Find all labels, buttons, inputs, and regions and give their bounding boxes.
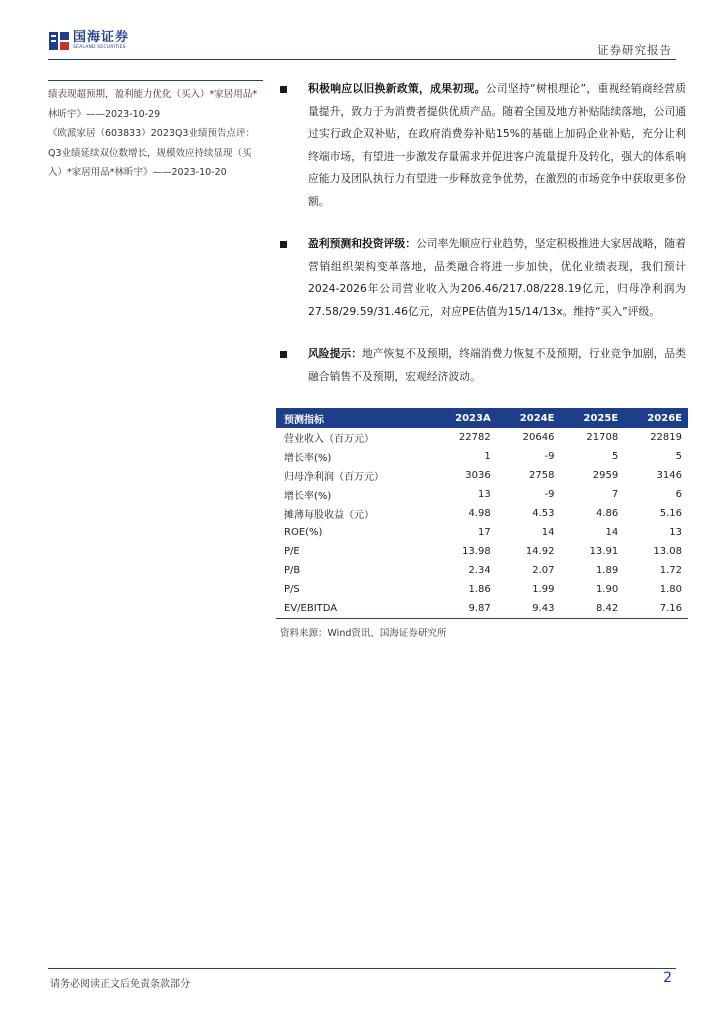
related-report-line: 绩表现超预期，盈利能力优化（买入）*家居用品* xyxy=(48,89,258,100)
value-cell: -9 xyxy=(544,451,555,462)
related-report-line: 林昕宇》——2023-10-29 xyxy=(48,108,161,120)
bullet-square-icon xyxy=(280,351,287,358)
related-report-line: Q3业绩延续双位数增长，规模效应持续显现（买 xyxy=(48,147,252,159)
value-cell: 1.99 xyxy=(532,584,555,595)
row-label-cell: 增长率(%) xyxy=(284,453,332,464)
table-body xyxy=(276,428,688,619)
value-cell: 13 xyxy=(477,489,491,500)
value-cell: 6 xyxy=(675,489,682,500)
table-row xyxy=(276,542,688,561)
value-cell: 1.90 xyxy=(595,584,619,595)
value-cell: 14 xyxy=(605,527,619,538)
value-cell: 14.92 xyxy=(525,546,555,557)
row-label-cell: 摊薄每股收益（元） xyxy=(284,510,374,521)
table-row xyxy=(276,428,688,447)
section-text: 公司坚持“树根理论”，重视经销商经营质量提升，致力于为消费者提供优质产品。随着全国及地方补贴陆续落地，公司通过实行政企双补贴，在政府消费券补贴15%的基础上加码企业补贴，充分让利终端市场，有望进一步激发存量需求并促进客户流量提升及转化，强大的体系响应能力及团队执行力有望进一步释放竞争优势，在激烈的市场竞争中获取更多份额。 xyxy=(308,82,687,208)
value-cell: 1.86 xyxy=(468,584,491,595)
value-cell: 9.43 xyxy=(497,599,561,619)
section-earnings-forecast xyxy=(274,233,686,323)
value-cell: 4.86 xyxy=(595,508,619,519)
section-title: 盈利预测和投资评级： xyxy=(308,237,416,250)
footer-disclaimer: 请务必阅读正文后免责条款部分 xyxy=(50,979,190,990)
value-cell: 20646 xyxy=(522,432,555,443)
forecast-table-container xyxy=(276,408,688,639)
value-cell: 5.16 xyxy=(659,508,682,519)
value-cell: 21708 xyxy=(586,432,619,443)
table-row xyxy=(276,466,688,485)
value-cell: 5 xyxy=(675,451,682,462)
row-label-cell: P/S xyxy=(284,584,300,595)
row-label-cell: ROE(%) xyxy=(284,527,323,538)
section-risk-warning xyxy=(274,343,686,388)
related-reports xyxy=(48,80,263,183)
section-text: 公司率先顺应行业趋势，坚定积极推进大家居战略，随着营销组织架构变革落地，品类融合将进一步加快，优化业绩表现，我们预计2024-2026年公司营业收入为206.46/217.08/228.19亿元，归母净利润为27.58/29.59/31.46亿元，对应PE估值为15/14/13x。维持“买入”评级。 xyxy=(308,237,686,318)
value-cell: 13 xyxy=(669,527,682,538)
logo-name-en: SEALAND SECURITIES xyxy=(73,45,126,51)
value-cell: 5 xyxy=(611,451,619,462)
value-cell: 1.80 xyxy=(659,584,682,595)
table-header-row xyxy=(276,408,688,428)
value-cell: 2959 xyxy=(592,470,619,481)
section-title: 积极响应以旧换新政策，成果初现。 xyxy=(308,82,486,95)
forecast-table xyxy=(276,408,688,619)
table-header-cell: 2025E xyxy=(583,412,619,424)
table-header-cell: 预测指标 xyxy=(284,414,324,426)
table-header-cell: 2026E xyxy=(647,412,682,424)
value-cell: 4.98 xyxy=(468,508,491,519)
value-cell: 9.87 xyxy=(432,599,497,619)
row-label-cell: 归母净利润（百万元） xyxy=(284,472,384,483)
table-row xyxy=(276,504,688,523)
row-label-cell: P/E xyxy=(284,546,300,557)
value-cell: 13.08 xyxy=(653,546,682,557)
table-header-cell: 2024E xyxy=(519,412,555,424)
value-cell: -9 xyxy=(544,489,555,500)
value-cell: 7 xyxy=(611,489,619,500)
value-cell: 22782 xyxy=(458,432,491,443)
footer-divider xyxy=(48,968,676,969)
value-cell: 22819 xyxy=(650,432,682,443)
table-row xyxy=(276,580,688,599)
row-label-cell: 增长率(%) xyxy=(284,491,332,502)
value-cell: 1.89 xyxy=(595,565,619,576)
header-divider xyxy=(48,59,676,60)
value-cell: 2758 xyxy=(529,470,555,481)
value-cell: 13.91 xyxy=(589,546,619,557)
value-cell: 17 xyxy=(477,527,491,538)
value-cell: 13.98 xyxy=(462,546,491,557)
logo-mark-icon xyxy=(48,30,70,52)
value-cell: 1.72 xyxy=(659,565,682,576)
section-policy-response xyxy=(274,78,686,213)
related-report-line: 入）*家居用品*林昕宇》——2023-10-20 xyxy=(48,167,227,178)
bullet-square-icon xyxy=(280,86,287,93)
row-label-cell: 营业收入（百万元） xyxy=(284,434,374,445)
main-content xyxy=(274,78,686,388)
value-cell: 2.34 xyxy=(468,565,491,576)
table-source: 资料来源：Wind资讯、国海证券研究所 xyxy=(280,628,447,639)
bullet-square-icon xyxy=(280,241,287,248)
table-header-cell: 2023A xyxy=(455,412,491,424)
table-row xyxy=(276,523,688,542)
document-type: 证券研究报告 xyxy=(597,43,672,57)
row-label-cell: P/B xyxy=(284,565,301,576)
table-row xyxy=(276,447,688,466)
value-cell: 3146 xyxy=(656,470,682,481)
page-number: 2 xyxy=(663,970,672,986)
page-header xyxy=(0,0,724,62)
row-label-cell: EV/EBITDA xyxy=(276,599,432,619)
logo-name-cn: 国海证券 xyxy=(73,30,130,46)
value-cell: 7.16 xyxy=(624,599,688,619)
related-report-line: 《欧派家居（603833）2023Q3业绩预告点评： xyxy=(48,128,255,139)
value-cell: 14 xyxy=(541,527,555,538)
value-cell: 1 xyxy=(484,451,491,462)
value-cell: 8.42 xyxy=(560,599,624,619)
section-text: 地产恢复不及预期，终端消费力恢复不及预期，行业竞争加剧，品类融合销售不及预期，宏观经济波动。 xyxy=(308,347,686,383)
table-row xyxy=(276,561,688,580)
table-row xyxy=(276,485,688,504)
value-cell: 4.53 xyxy=(532,508,555,519)
table-row xyxy=(276,599,688,619)
section-title: 风险提示： xyxy=(308,347,362,360)
related-reports-divider xyxy=(48,80,263,81)
value-cell: 2.07 xyxy=(532,565,555,576)
value-cell: 3036 xyxy=(465,470,491,481)
company-logo xyxy=(48,30,138,52)
